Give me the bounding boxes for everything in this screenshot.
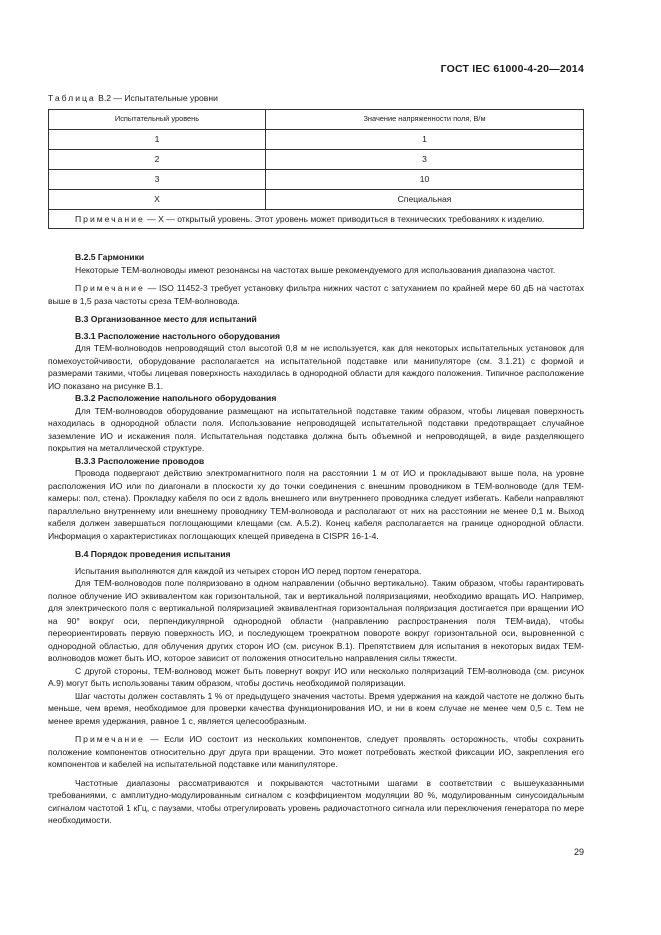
note-label: Примечание	[75, 734, 145, 744]
note-text: — X — открытый уровень. Этот уровень может приводиться в технических требованиях к изделию.	[144, 214, 545, 224]
cell-level: 1	[49, 130, 266, 150]
section-heading: В.2.5 Гармоники	[75, 252, 145, 262]
table-header-row	[49, 110, 584, 130]
table-row	[49, 190, 584, 210]
paragraph: Некоторые ТЕМ-волноводы имеют резонансы на частотах выше рекомендуемого для использования диапазона частот.	[75, 264, 556, 275]
paragraph: Испытания выполняются для каждой из четырех сторон ИО перед портом генератора.	[75, 565, 422, 576]
note-label: Примечание	[75, 283, 145, 293]
cell-level: 3	[49, 170, 266, 190]
table-note	[49, 210, 584, 229]
section-heading: В.3.2 Расположение напольного оборудования	[75, 393, 277, 403]
note-label: Примечание	[75, 214, 145, 224]
paragraph: Для ТЕМ-волноводов поле поляризовано в одном направлении (обычно вертикально). Таким образом, чтобы гарантировать полное облучение ИО эквивалентом как горизонтальной, так и вертикальной поляризациями, необходимо вращать ИО. Например, для электрического поля с вертикальной поляризацией эквивалентная горизонтальная поляризация достигается при вращении ИО на 90° вокруг оси, перпендикулярной однородной области (направлению распространения поля ТЕМ-вида), чтобы переориентировать первую поверхность ИО, и последующем троекратном повороте вокруг горизонтальной оси, выровненной с однородной областью, для облучения других сторон ИО (см. рисунок В.1). Препятствием для испытания в некоторых видах ТЕМ-волноводов может быть ИО, которое зависит от положения относительно направления силы тяжести.	[48, 578, 584, 663]
cell-value: 3	[266, 150, 584, 170]
cell-value: Специальная	[266, 190, 584, 210]
section-heading: В.3.3 Расположение проводов	[75, 455, 205, 466]
table-caption-word: Таблица	[48, 93, 96, 103]
table-caption-text: В.2 — Испытательные уровни	[98, 93, 218, 103]
paragraph: Шаг частоты должен составлять 1 % от предыдущего значения частоты. Время удержания на каждой частоте не должно быть меньше, чем время, необходимое для проверки качества функционирования ИО, и ни в коем случае не менее чем 0,5 с. Тем не менее время удержания, равное 1 с, является целесообразным.	[48, 690, 584, 726]
paragraph: Для ТЕМ-волноводов непроводящий стол высотой 0,8 м не используется, как для некоторых испытательных установок для помехоустойчивости, оборудование располагается на испытательной подставке или манипуляторе (см. 3.1.21) с формой и размерами такими, чтобы лицевая поверхность находилась в однородной области для каждого положения. Типичное расположение ИО показано на рисунке В.1.	[48, 343, 584, 391]
page-number: 29	[573, 847, 584, 857]
table-caption	[48, 92, 218, 105]
paragraph: С другой стороны, ТЕМ-волновод может быть повернут вокруг ИО или несколько поляризаций ТЕМ-волновода (см. рисунок А.9) могут быть использованы таким образом, чтобы достичь необходимой поляризации.	[48, 665, 584, 688]
note-paragraph	[48, 733, 584, 771]
note-text: — ISO 11452-3 требует установку фильтра нижних частот с затуханием по крайней мере 60 дБ на частотах выше в 1,5 раза частоты среза ТЕМ-волновода.	[48, 283, 584, 306]
cell-value: 1	[266, 130, 584, 150]
paragraph: Для ТЕМ-волноводов оборудование размещают на испытательной подставке таким образом, чтобы лицевая поверхность находилась в однородной области поля. Использование непроводящей испытательной подставки предотвращает случайное заземление ИО и искажения поля. Испытательная подставка должна быть объемной и непроводящей, в виде разделяющего покрытия на металлической структуре.	[48, 405, 584, 453]
col-header-level: Испытательный уровень	[49, 110, 266, 130]
section-heading: В.3 Организованное место для испытаний	[75, 314, 257, 324]
table-row	[49, 170, 584, 190]
section-heading: В.3.1 Расположение настольного оборудования	[75, 330, 281, 341]
paragraph: Частотные диапазоны рассматриваются и покрываются частотными шагами в соответствии с вышеуказанными требованиями, с амплитудно-модулированным сигналом с коэффициентом модуляции 80 %, модулированным синусоидальным сигналом частотой 1 кГц, с паузами, чтобы отрегулировать уровень радиочастотного сигнала или переключения генератора по мере необходимости.	[48, 777, 584, 825]
paragraph: Провода подвергают действию электромагнитного поля на расстоянии 1 м от ИО и прокладывают выше пола, на уровне расположения ИО или по диагонали в плоскости xy до точки соединения с внешним проводником в ТЕМ-волноводе (для ТЕМ-камеры: пол, стена). Прокладку кабеля по оси z вдоль внешнего или внутреннего проводника следует избегать. Кабели направляют параллельно внутреннему или внешнему проводнику ТЕМ-волновода и располагают от них на расстоянии не менее 0,1 м. Выход кабеля должен завершаться поглощающими клещами (см. А.5.2). Конец кабеля располагается на границе однородной области. Информация о характеристиках поглощающих клещей приведена в CISPR 16-1-4.	[48, 468, 584, 541]
cell-value: 10	[266, 170, 584, 190]
cell-level: X	[49, 190, 266, 210]
main-text	[48, 251, 584, 827]
cell-level: 2	[49, 150, 266, 170]
note-text: — Если ИО состоит из нескольких компонентов, следует проявлять осторожность, чтобы сохранить положение компонентов относительно друг друга при вращении. Это может потребовать жесткой фиксации ИО, закрепления его компонентов и кабелей на испытательной подставке или манипуляторе.	[48, 734, 584, 769]
note-paragraph	[48, 282, 584, 307]
table-row	[49, 130, 584, 150]
col-header-value: Значение напряженности поля, В/м	[266, 110, 584, 130]
table-note-row	[49, 210, 584, 229]
test-levels-table	[48, 109, 584, 229]
standard-header: ГОСТ IEC 61000-4-20—2014	[440, 63, 584, 75]
table-row	[49, 150, 584, 170]
section-heading: В.4 Порядок проведения испытания	[75, 549, 231, 559]
